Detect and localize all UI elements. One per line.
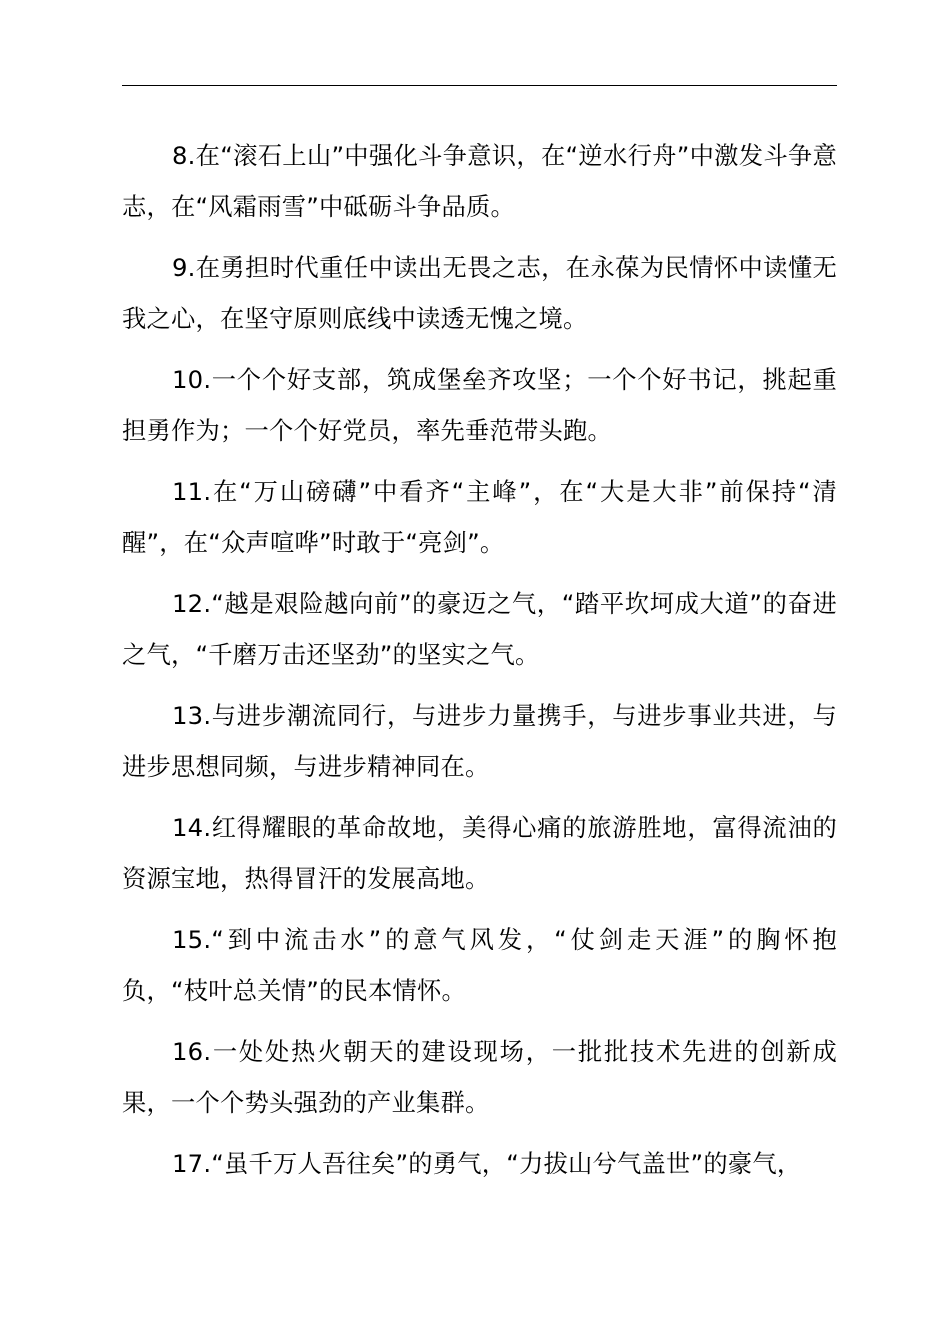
header-rule [122, 85, 837, 86]
paragraph-8: 8.在“滚石上山”中强化斗争意识，在“逆水行舟”中激发斗争意志，在“风霜雨雪”中砥砺斗争品质。 [122, 141, 837, 221]
paragraph-9: 9.在勇担时代重任中读出无畏之志，在永葆为民情怀中读懂无我之心，在坚守原则底线中读透无愧之境。 [122, 253, 837, 333]
paragraph-17: 17.“虽千万人吾往矣”的勇气，“力拔山兮气盖世”的豪气， [172, 1149, 802, 1178]
paragraph-13: 13.与进步潮流同行，与进步力量携手，与进步事业共进，与进步思想同频，与进步精神同在。 [122, 701, 837, 781]
paragraph-14: 14.红得耀眼的革命故地，美得心痛的旅游胜地，富得流油的资源宝地，热得冒汗的发展高地。 [122, 813, 837, 893]
paragraph-10: 10.一个个好支部，筑成堡垒齐攻坚；一个个好书记，挑起重担勇作为；一个个好党员，率先垂范带头跑。 [122, 365, 837, 445]
paragraph-12: 12.“越是艰险越向前”的豪迈之气，“踏平坎坷成大道”的奋进之气，“千磨万击还坚劲”的坚实之气。 [122, 589, 837, 669]
document-body [122, 130, 837, 1199]
paragraph-15: 15.“到中流击水”的意气风发，“仗剑走天涯”的胸怀抱负，“枝叶总关情”的民本情怀。 [122, 925, 837, 1005]
paragraph-11: 11.在“万山磅礴”中看齐“主峰”，在“大是大非”前保持“清醒”，在“众声喧哗”时敢于“亮剑”。 [122, 477, 837, 557]
paragraph-16: 16.一处处热火朝天的建设现场，一批批技术先进的创新成果，一个个势头强劲的产业集群。 [122, 1037, 837, 1117]
